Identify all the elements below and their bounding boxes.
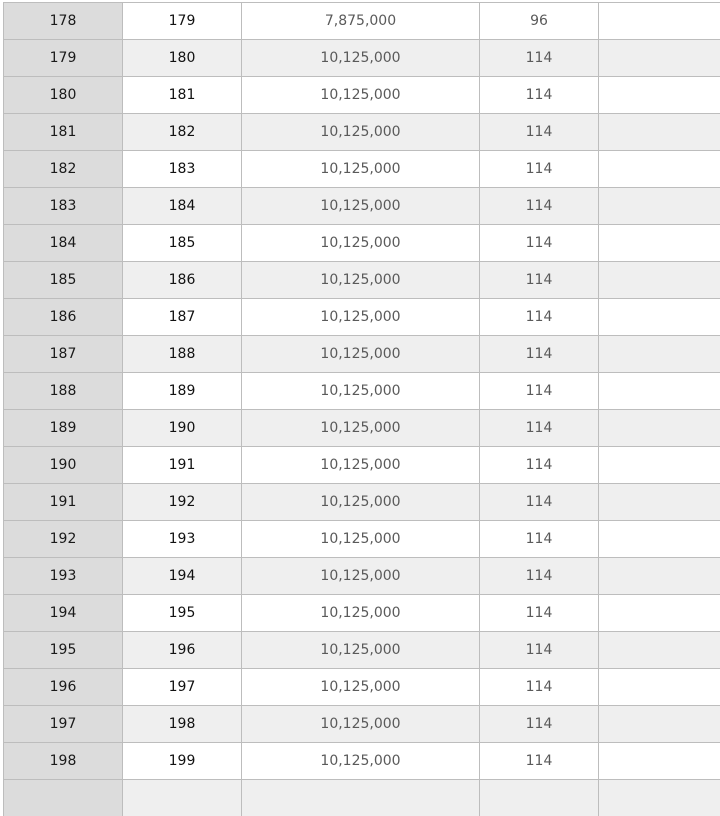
exp-cell: 10,125,000: [242, 743, 480, 780]
exp-cell: 10,125,000: [242, 558, 480, 595]
exp-cell: 10,125,000: [242, 299, 480, 336]
table-row: [4, 262, 720, 299]
next-level-cell: 181: [123, 77, 242, 114]
exp-cell: 10,125,000: [242, 447, 480, 484]
next-level-cell: 189: [123, 373, 242, 410]
level-cell: 189: [4, 410, 123, 447]
exp-cell: 10,125,000: [242, 632, 480, 669]
extra-cell: [599, 336, 720, 373]
table-row: [4, 114, 720, 151]
value-cell: [480, 780, 599, 816]
value-cell: 114: [480, 299, 599, 336]
value-cell: 114: [480, 632, 599, 669]
table-row: [4, 225, 720, 262]
value-cell: 114: [480, 410, 599, 447]
level-cell: [4, 780, 123, 816]
value-cell: 114: [480, 151, 599, 188]
extra-cell: [599, 151, 720, 188]
table-row: [4, 706, 720, 743]
value-cell: 114: [480, 669, 599, 706]
table-row: [4, 558, 720, 595]
level-cell: 198: [4, 743, 123, 780]
level-cell: 179: [4, 40, 123, 77]
level-cell: 195: [4, 632, 123, 669]
table-row: [4, 151, 720, 188]
value-cell: 114: [480, 188, 599, 225]
exp-cell: [242, 780, 480, 816]
level-table-body: [4, 3, 720, 816]
value-cell: 114: [480, 595, 599, 632]
table-row: [4, 780, 720, 816]
exp-cell: 10,125,000: [242, 77, 480, 114]
level-cell: 183: [4, 188, 123, 225]
table-row: [4, 595, 720, 632]
next-level-cell: 195: [123, 595, 242, 632]
exp-cell: 10,125,000: [242, 484, 480, 521]
next-level-cell: 196: [123, 632, 242, 669]
table-row: [4, 373, 720, 410]
exp-cell: 10,125,000: [242, 262, 480, 299]
next-level-cell: 180: [123, 40, 242, 77]
next-level-cell: 179: [123, 3, 242, 40]
next-level-cell: 198: [123, 706, 242, 743]
value-cell: 114: [480, 40, 599, 77]
table-row: [4, 188, 720, 225]
level-cell: 185: [4, 262, 123, 299]
value-cell: 114: [480, 447, 599, 484]
table-row: [4, 336, 720, 373]
value-cell: 114: [480, 558, 599, 595]
extra-cell: [599, 669, 720, 706]
value-cell: 114: [480, 225, 599, 262]
table-row: [4, 3, 720, 40]
level-cell: 190: [4, 447, 123, 484]
exp-cell: 10,125,000: [242, 188, 480, 225]
table-row: [4, 40, 720, 77]
level-cell: 180: [4, 77, 123, 114]
value-cell: 114: [480, 373, 599, 410]
value-cell: 96: [480, 3, 599, 40]
extra-cell: [599, 299, 720, 336]
exp-cell: 7,875,000: [242, 3, 480, 40]
next-level-cell: 194: [123, 558, 242, 595]
level-cell: 178: [4, 3, 123, 40]
extra-cell: [599, 3, 720, 40]
extra-cell: [599, 447, 720, 484]
next-level-cell: 187: [123, 299, 242, 336]
exp-cell: 10,125,000: [242, 373, 480, 410]
value-cell: 114: [480, 706, 599, 743]
level-cell: 181: [4, 114, 123, 151]
extra-cell: [599, 40, 720, 77]
exp-cell: 10,125,000: [242, 151, 480, 188]
exp-cell: 10,125,000: [242, 595, 480, 632]
table-row: [4, 410, 720, 447]
extra-cell: [599, 632, 720, 669]
extra-cell: [599, 484, 720, 521]
table-row: [4, 669, 720, 706]
value-cell: 114: [480, 484, 599, 521]
table-row: [4, 299, 720, 336]
extra-cell: [599, 262, 720, 299]
value-cell: 114: [480, 743, 599, 780]
level-cell: 186: [4, 299, 123, 336]
exp-cell: 10,125,000: [242, 40, 480, 77]
value-cell: 114: [480, 336, 599, 373]
next-level-cell: 193: [123, 521, 242, 558]
extra-cell: [599, 780, 720, 816]
value-cell: 114: [480, 77, 599, 114]
exp-cell: 10,125,000: [242, 706, 480, 743]
next-level-cell: 186: [123, 262, 242, 299]
extra-cell: [599, 114, 720, 151]
extra-cell: [599, 743, 720, 780]
level-cell: 192: [4, 521, 123, 558]
level-cell: 187: [4, 336, 123, 373]
value-cell: 114: [480, 262, 599, 299]
extra-cell: [599, 373, 720, 410]
exp-cell: 10,125,000: [242, 336, 480, 373]
exp-cell: 10,125,000: [242, 225, 480, 262]
table-row: [4, 484, 720, 521]
next-level-cell: 190: [123, 410, 242, 447]
exp-cell: 10,125,000: [242, 114, 480, 151]
level-cell: 184: [4, 225, 123, 262]
table-row: [4, 447, 720, 484]
next-level-cell: 188: [123, 336, 242, 373]
next-level-cell: [123, 780, 242, 816]
exp-cell: 10,125,000: [242, 669, 480, 706]
extra-cell: [599, 410, 720, 447]
value-cell: 114: [480, 114, 599, 151]
next-level-cell: 197: [123, 669, 242, 706]
table-row: [4, 743, 720, 780]
level-cell: 188: [4, 373, 123, 410]
next-level-cell: 183: [123, 151, 242, 188]
next-level-cell: 192: [123, 484, 242, 521]
next-level-cell: 185: [123, 225, 242, 262]
next-level-cell: 184: [123, 188, 242, 225]
value-cell: 114: [480, 521, 599, 558]
extra-cell: [599, 706, 720, 743]
level-table-container: [3, 2, 720, 816]
extra-cell: [599, 77, 720, 114]
next-level-cell: 199: [123, 743, 242, 780]
level-cell: 191: [4, 484, 123, 521]
next-level-cell: 191: [123, 447, 242, 484]
extra-cell: [599, 521, 720, 558]
exp-cell: 10,125,000: [242, 410, 480, 447]
level-table: [3, 2, 720, 816]
extra-cell: [599, 558, 720, 595]
next-level-cell: 182: [123, 114, 242, 151]
exp-cell: 10,125,000: [242, 521, 480, 558]
level-cell: 194: [4, 595, 123, 632]
extra-cell: [599, 595, 720, 632]
table-row: [4, 77, 720, 114]
level-cell: 182: [4, 151, 123, 188]
table-row: [4, 521, 720, 558]
extra-cell: [599, 225, 720, 262]
level-cell: 196: [4, 669, 123, 706]
extra-cell: [599, 188, 720, 225]
level-cell: 193: [4, 558, 123, 595]
table-row: [4, 632, 720, 669]
level-cell: 197: [4, 706, 123, 743]
